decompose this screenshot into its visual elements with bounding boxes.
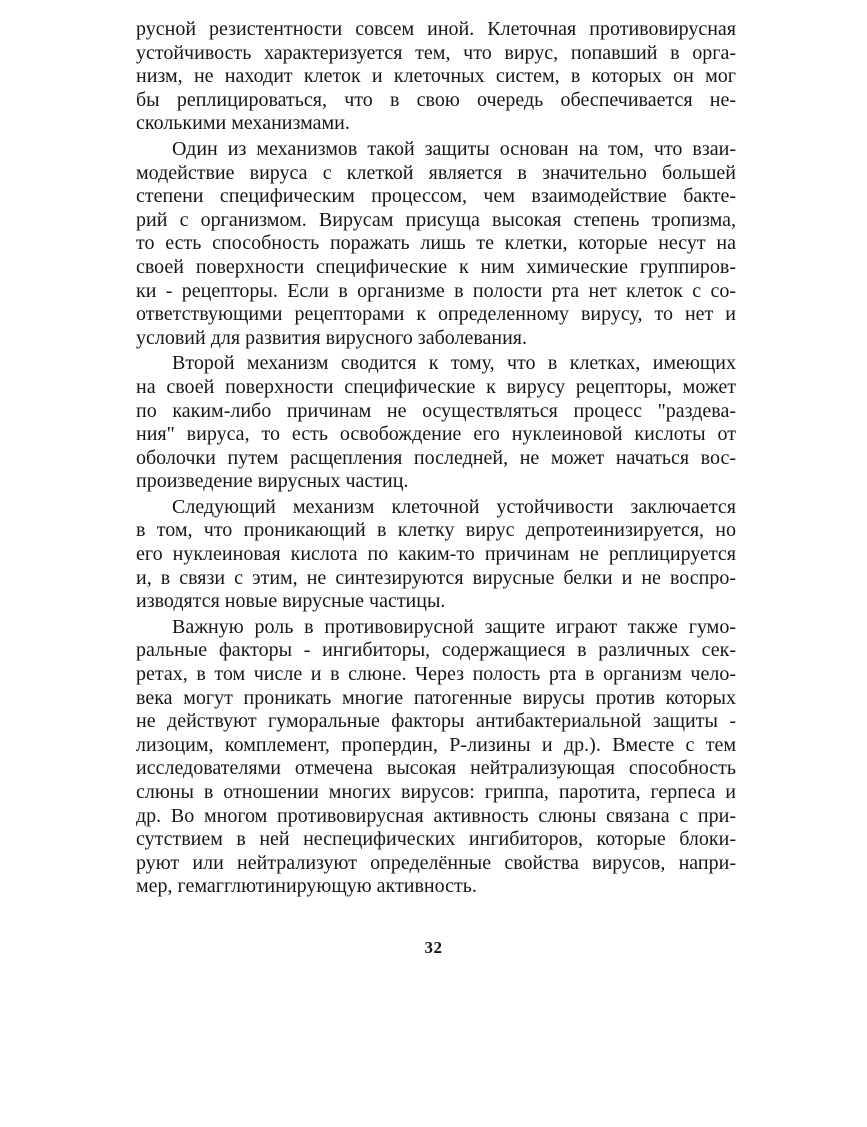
text-line: его нуклеиновая кислота по каким-то причинам не реплицируется (136, 543, 736, 566)
text-line: произведение вирусных частиц. (136, 470, 409, 493)
text-line: Один из механизмов такой защиты основан на том, что взаи- (172, 137, 736, 160)
text-line: ки - рецепторы. Если в организме в полости рта нет клеток с со- (136, 279, 736, 302)
text-line: модействие вируса с клеткой является в значительно большей (136, 161, 736, 184)
text-line: слюны в отношении многих вирусов: гриппа, паротита, герпеса и (136, 781, 736, 803)
text-line: русной резистентности совсем иной. Клеточная противовирусная (136, 18, 736, 40)
paragraph (136, 138, 736, 350)
text-line: ральные факторы - ингибиторы, содержащиеся в различных сек- (136, 639, 736, 662)
text-line: мер, гемагглютинирующую активность. (136, 875, 477, 898)
text-line: бы реплицироваться, что в свою очередь обеспечивается не- (136, 88, 736, 111)
text-line: в том, что проникающий в клетку вирус депротеинизируется, но (136, 519, 736, 542)
text-line: лизоцим, комплемент, пропердин, Р-лизины и др.). Вместе с тем (136, 733, 736, 756)
text-line: века могут проникать многие патогенные вирусы против которых (136, 686, 736, 709)
text-line: условий для развития вирусного заболевания. (136, 326, 528, 349)
text-line: рий с организмом. Вирусам присуща высокая степень тропизма, (136, 208, 736, 231)
text-line: не действуют гуморальные факторы антибактериальной защиты - (136, 710, 736, 733)
text-line: ния" вируса, то есть освобождение его нуклеиновой кислоты от (136, 423, 736, 446)
body-text (136, 18, 736, 899)
text-line: др. Во многом противовирусная активность слюны связана с при- (136, 804, 736, 827)
text-line: оболочки путем расщепления последней, не может начаться вос- (136, 446, 736, 469)
text-line: исследователями отмечена высокая нейтрализующая способность (136, 757, 736, 780)
paragraph (136, 496, 736, 614)
text-line: на своей поверхности специфические к вирусу рецепторы, может (136, 375, 736, 398)
paragraph (136, 352, 736, 494)
text-line: Важную роль в противовирусной защите играют также гумо- (172, 615, 736, 638)
text-line: ответствующими рецепторами к определенному вирусу, то нет и (136, 303, 736, 326)
text-line: своей поверхности специфические к ним химические группиров- (136, 255, 736, 278)
text-line: низм, не находит клеток и клеточных систем, в которых он мог (136, 65, 736, 88)
text-line: ретах, в том числе и в слюне. Через полость рта в организм чело- (136, 663, 736, 686)
paragraph (136, 616, 736, 899)
page-number: 32 (424, 938, 443, 957)
text-line: по каким-либо причинам не осуществляться процесс "раздева- (136, 399, 736, 422)
text-line: степени специфическим процессом, чем взаимодействие бакте- (136, 185, 736, 208)
text-line: и, в связи с этим, не синтезируются вирусные белки и не воспро- (136, 566, 736, 589)
text-line: сутствием в ней неспецифических ингибиторов, которые блоки- (136, 828, 736, 851)
text-line: устойчивость характеризуется тем, что вирус, попавший в орга- (136, 41, 736, 64)
text-line: Следующий механизм клеточной устойчивости заключается (172, 495, 736, 518)
text-line: сколькими механизмами. (136, 112, 350, 135)
text-line: то есть способность поражать лишь те клетки, которые несут на (136, 232, 736, 255)
paragraph (136, 18, 736, 136)
text-line: Второй механизм сводится к тому, что в клетках, имеющих (172, 352, 736, 375)
text-line: руют или нейтрализуют определённые свойства вирусов, напри- (136, 851, 736, 874)
text-line: изводятся новые вирусные частицы. (136, 590, 446, 613)
